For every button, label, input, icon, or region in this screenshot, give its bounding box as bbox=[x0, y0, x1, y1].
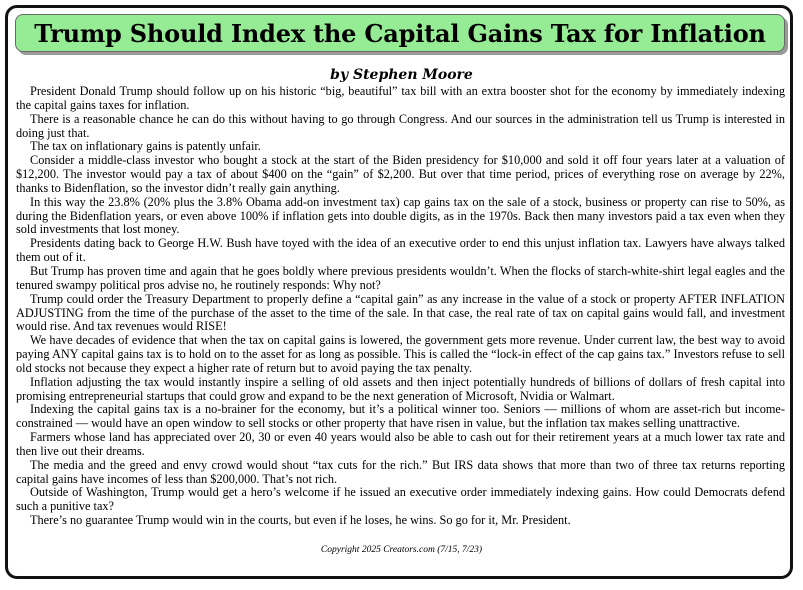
paragraph: Inflation adjusting the tax would instantly inspire a selling of old assets and then inject potentially hundreds of billions of dollars of fresh capital into promising entrepreneurial startups that could grow and expand to be the next generation of Microsoft, Nvidia or Walmart. bbox=[16, 374, 785, 403]
article-title: Trump Should Index the Capital Gains Tax for Inflation bbox=[34, 18, 766, 48]
paragraph: There is a reasonable chance he can do this without having to go through Congress. And our sources in the administration tell us Trump is interested in doing just that. bbox=[16, 111, 785, 140]
paragraph: President Donald Trump should follow up on his historic “big, beautiful” tax bill with an extra booster shot for the economy by immediately indexing the capital gains taxes for inflation. bbox=[16, 84, 785, 112]
article-body bbox=[16, 85, 785, 528]
paragraph: The tax on inflationary gains is patently unfair. bbox=[30, 139, 261, 154]
paragraph: We have decades of evidence that when the tax on capital gains is lowered, the government gets more revenue. Under current law, the best way to avoid paying ANY capital gains tax is to hold on to the asset for as long as possible. This is called the “lock-in effect of the cap gains tax.” Investors refuse to sell old stocks not because they expect a higher rate of return but to avoid paying the tax penalty. bbox=[16, 333, 785, 375]
paragraph: But Trump has proven time and again that he goes boldly where previous presidents wouldn’t. When the flocks of starch-white-shirt legal eagles and the tenured swampy political pros advise no, he routinely responds: Why not? bbox=[16, 263, 785, 292]
byline: by Stephen Moore bbox=[330, 67, 473, 83]
paragraph: Farmers whose land has appreciated over 20, 30 or even 40 years would also be able to cash out for their retirement years at a much lower tax rate and then live out their dreams. bbox=[16, 430, 785, 458]
paragraph: Indexing the capital gains tax is a no-brainer for the economy, but it’s a political winner too. Seniors — millions of whom are asset-rich but income-constrained — would have an open window to sell stocks or other property that have risen in value, but the inflation tax makes selling unattractive. bbox=[16, 402, 785, 431]
paragraph: Presidents dating back to George H.W. Bush have toyed with the idea of an executive order to end this unjust inflation tax. Lawyers have always talked them out of it. bbox=[16, 236, 785, 265]
paragraph: Trump could order the Treasury Department to properly define a “capital gain” as any increase in the value of a stock or property AFTER INFLATION ADJUSTING from the time of the purchase of the asset to the time of the sale. In that case, the real rate of tax on capital gains would fall, and investment would rise. And tax revenues would RISE! bbox=[16, 291, 785, 334]
paragraph: The media and the greed and envy crowd would shout “tax cuts for the rich.” But IRS data shows that more than two of three tax returns reporting capital gains have incomes of less than $200,000. That’s not rich. bbox=[16, 457, 785, 486]
paragraph: Outside of Washington, Trump would get a hero’s welcome if he issued an executive order immediately indexing gains. How could Democrats defend such a punitive tax? bbox=[16, 485, 785, 514]
paragraph: Consider a middle-class investor who bought a stock at the start of the Biden presidency for $10,000 and sold it off four years later at a valuation of $12,200. The investor would pay a tax of about $400 on the “gain” of $2,200. But over that time period, prices of everything rose on average by 22%, thanks to Bidenflation, so the investor didn’t really gain anything. bbox=[16, 153, 785, 195]
paragraph: In this way the 23.8% (20% plus the 3.8% Obama add-on investment tax) cap gains tax on the sale of a stock, business or property can rise to 50%, as during the Bidenflation years, or even above 100% if inflation gets into double digits, as in the 1970s. Back then many investors paid a tax even when they sold investments that lost money. bbox=[16, 194, 785, 237]
title-banner bbox=[15, 14, 785, 52]
copyright-notice: Copyright 2025 Creators.com (7/15, 7/23) bbox=[320, 545, 483, 555]
paragraph: There’s no guarantee Trump would win in the courts, but even if he loses, he wins. So go for it, Mr. President. bbox=[30, 513, 571, 528]
